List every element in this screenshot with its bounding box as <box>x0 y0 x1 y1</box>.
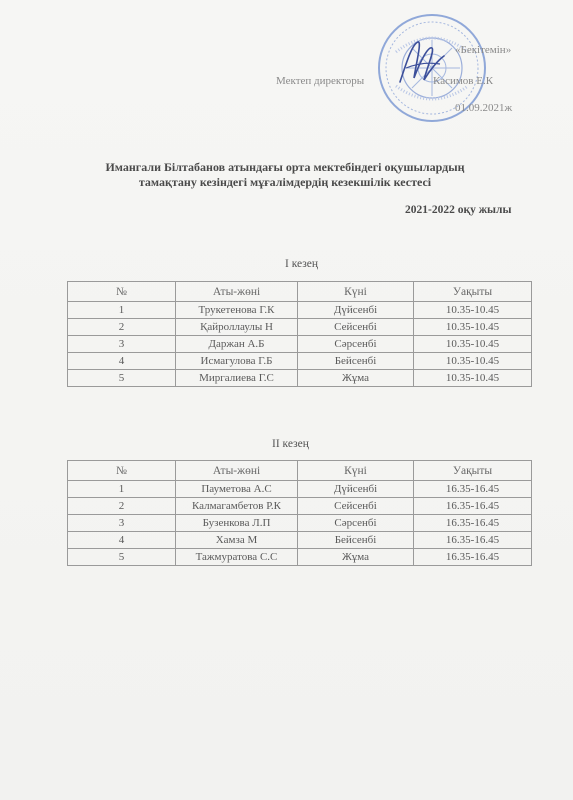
period-1-title: I кезең <box>285 258 319 270</box>
table-header-row <box>68 282 532 302</box>
table-row <box>68 481 532 498</box>
row-number: 5 <box>68 370 176 387</box>
column-header-time: Уақыты <box>414 282 532 302</box>
row-number: 2 <box>68 319 176 336</box>
table-header-row <box>68 461 532 481</box>
teacher-name: Калмагамбетов Р.К <box>176 498 298 515</box>
duty-time: 10.35-10.45 <box>414 336 532 353</box>
duty-time: 16.35-16.45 <box>414 481 532 498</box>
teacher-name: Исмагулова Г.Б <box>176 353 298 370</box>
duty-time: 16.35-16.45 <box>414 515 532 532</box>
duty-day: Жұма <box>298 370 414 387</box>
row-number: 5 <box>68 549 176 566</box>
duty-day: Бейсенбі <box>298 353 414 370</box>
teacher-name: Тажмуратова С.С <box>176 549 298 566</box>
duty-day: Сәрсенбі <box>298 336 414 353</box>
duty-day: Жұма <box>298 549 414 566</box>
table-row <box>68 319 532 336</box>
teacher-name: Миргалиева Г.С <box>176 370 298 387</box>
column-header-day: Күні <box>298 282 414 302</box>
table-row <box>68 353 532 370</box>
teacher-name: Бузенкова Л.П <box>176 515 298 532</box>
teacher-name: Трукетенова Г.К <box>176 302 298 319</box>
table-row <box>68 370 532 387</box>
row-number: 2 <box>68 498 176 515</box>
duty-day: Сейсенбі <box>298 498 414 515</box>
document-title-line-1: Имангали Білтабанов атындағы орта мектебіндегі оқушылардың <box>105 160 465 174</box>
document-title-line-2: тамақтану кезіндегі мұғалімдердің кезекшілік кестесі <box>138 175 432 189</box>
school-year: 2021-2022 оқу жылы <box>405 204 512 216</box>
duty-time: 10.35-10.45 <box>414 302 532 319</box>
duty-day: Сейсенбі <box>298 319 414 336</box>
column-header-time: Уақыты <box>414 461 532 481</box>
teacher-name: Қайроллаулы Н <box>176 319 298 336</box>
duty-time: 10.35-10.45 <box>414 353 532 370</box>
row-number: 1 <box>68 302 176 319</box>
teacher-name: Хамза М <box>176 532 298 549</box>
row-number: 4 <box>68 353 176 370</box>
table-row <box>68 302 532 319</box>
row-number: 4 <box>68 532 176 549</box>
period-2-table <box>67 460 532 566</box>
duty-time: 16.35-16.45 <box>414 498 532 515</box>
row-number: 3 <box>68 515 176 532</box>
period-1-table <box>67 281 532 387</box>
table-row <box>68 336 532 353</box>
period-2-title: II кезең <box>272 438 309 450</box>
table-row <box>68 549 532 566</box>
column-header-name: Аты-жөні <box>176 282 298 302</box>
row-number: 1 <box>68 481 176 498</box>
column-header-number: № <box>68 282 176 302</box>
director-name: Касимов Е.К <box>433 75 494 87</box>
duty-day: Дүйсенбі <box>298 481 414 498</box>
duty-time: 10.35-10.45 <box>414 370 532 387</box>
column-header-number: № <box>68 461 176 481</box>
teacher-name: Пауметова А.С <box>176 481 298 498</box>
approval-title: «Бекітемін» <box>455 44 512 56</box>
column-header-day: Күні <box>298 461 414 481</box>
director-label: Мектеп директоры <box>276 75 365 87</box>
duty-day: Дүйсенбі <box>298 302 414 319</box>
duty-time: 16.35-16.45 <box>414 532 532 549</box>
duty-day: Сәрсенбі <box>298 515 414 532</box>
duty-day: Бейсенбі <box>298 532 414 549</box>
teacher-name: Даржан А.Б <box>176 336 298 353</box>
duty-time: 10.35-10.45 <box>414 319 532 336</box>
table-row <box>68 532 532 549</box>
column-header-name: Аты-жөні <box>176 461 298 481</box>
duty-time: 16.35-16.45 <box>414 549 532 566</box>
table-row <box>68 498 532 515</box>
row-number: 3 <box>68 336 176 353</box>
approval-date: 01.09.2021ж <box>455 102 513 114</box>
table-row <box>68 515 532 532</box>
